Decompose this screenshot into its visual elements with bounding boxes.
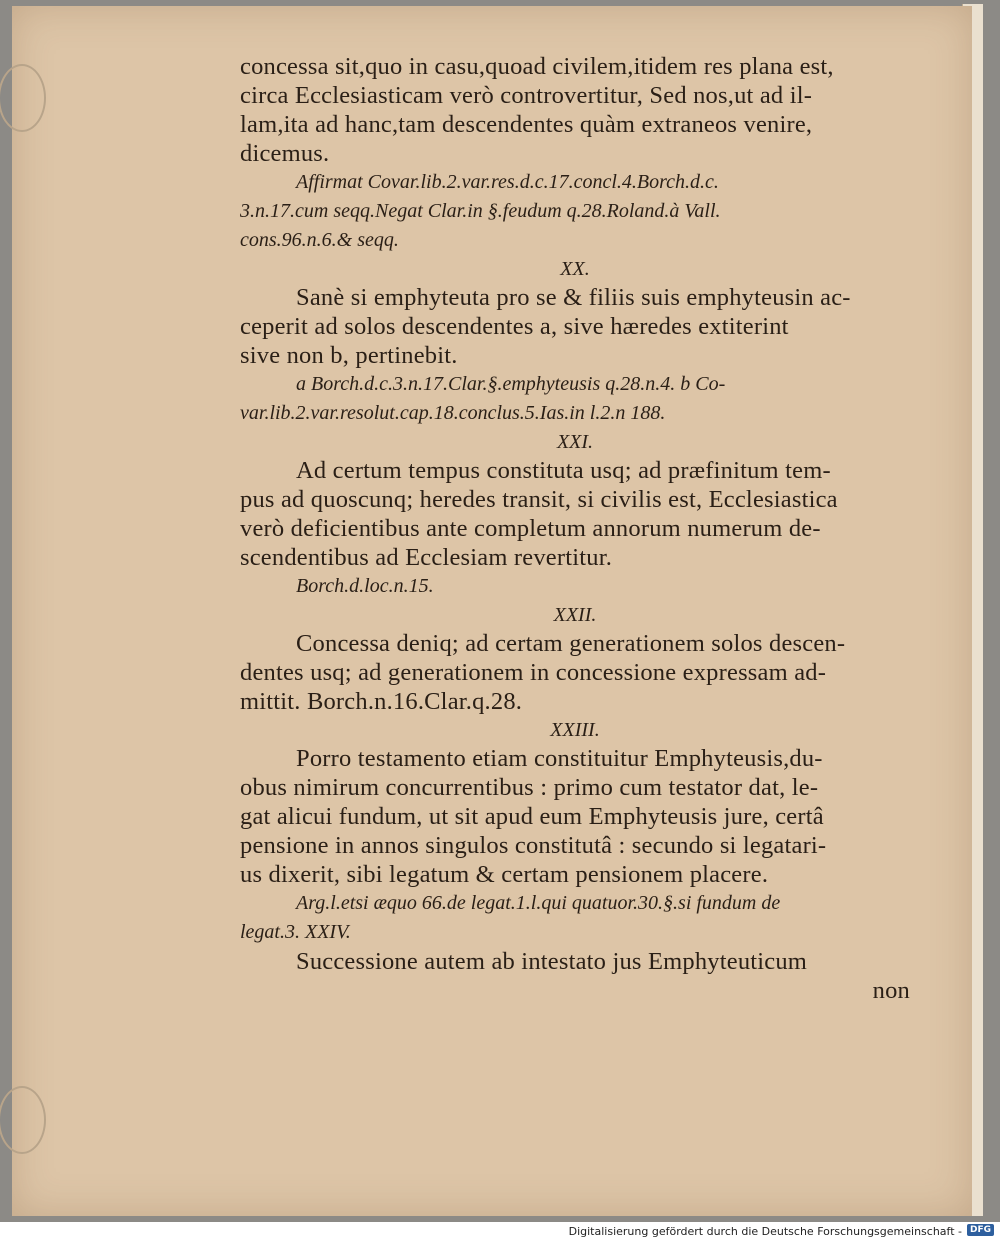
binding-hole-top	[0, 64, 46, 132]
text-line: scendentibus ad Ecclesiam revertitur.	[240, 544, 613, 571]
text-line: lam,ita ad hanc,tam descendentes quàm extraneos venire,	[240, 111, 813, 138]
section-heading: XXI.	[556, 431, 594, 453]
text-line: Successione autem ab intestato jus Emphyteuticum	[296, 948, 808, 975]
section-heading: XXII.	[553, 604, 597, 626]
citation-line: legat.3. XXIV.	[240, 921, 351, 943]
text-line: Ad certum tempus constituta usq; ad præfinitum tem-	[296, 457, 831, 484]
text-line: mittit. Borch.n.16.Clar.q.28.	[240, 688, 523, 715]
text-line: sive non b, pertinebit.	[240, 342, 458, 369]
citation-line: Affirmat Covar.lib.2.var.res.d.c.17.concl.4.Borch.d.c.	[296, 171, 719, 193]
funding-credit: Digitalisierung gefördert durch die Deutsche Forschungsgemeinschaft -	[568, 1225, 962, 1238]
text-line: us dixerit, sibi legatum & certam pensionem placere.	[240, 861, 769, 888]
citation-line: Borch.d.loc.n.15.	[296, 575, 434, 597]
text-line: circa Ecclesiasticam verò controvertitur, Sed nos,ut ad il-	[240, 82, 813, 109]
text-line: verò deficientibus ante completum annorum numerum de-	[240, 515, 821, 542]
citation-line: var.lib.2.var.resolut.cap.18.conclus.5.Ias.in l.2.n 188.	[240, 402, 666, 424]
section-heading: XX.	[560, 258, 590, 280]
text-line: dentes usq; ad generationem in concessione expressam ad-	[240, 659, 827, 686]
text-line: gat alicui fundum, ut sit apud eum Emphyteusis jure, certâ	[240, 803, 824, 830]
text-line: concessa sit,quo in casu,quoad civilem,itidem res plana est,	[240, 53, 834, 80]
text-line: dicemus.	[240, 140, 330, 167]
section-heading: XXIII.	[550, 719, 600, 741]
citation-line: cons.96.n.6.& seqq.	[240, 229, 399, 251]
text-line: Concessa deniq; ad certam generationem solos descen-	[296, 630, 846, 657]
text-line: Porro testamento etiam constituitur Emphyteusis,du-	[296, 745, 823, 772]
text-line: obus nimirum concurrentibus : primo cum testator dat, le-	[240, 774, 819, 801]
text-line: ceperit ad solos descendentes a, sive hæredes extiterint	[240, 313, 789, 340]
text-line: non	[872, 977, 910, 1004]
binding-hole-bottom	[0, 1086, 46, 1154]
dfg-logo: DFG	[967, 1224, 994, 1236]
text-line: pus ad quoscunq; heredes transit, si civilis est, Ecclesiastica	[240, 486, 838, 513]
citation-line: 3.n.17.cum seqq.Negat Clar.in §.feudum q.28.Roland.à Vall.	[240, 200, 721, 222]
text-line: Sanè si emphyteuta pro se & filiis suis emphyteusin ac-	[296, 284, 851, 311]
citation-line: Arg.l.etsi æquo 66.de legat.1.l.qui quatuor.30.§.si fundum de	[296, 892, 781, 914]
text-line: pensione in annos singulos constitutâ : secundo si legatari-	[240, 832, 827, 859]
page-text	[240, 52, 910, 1005]
citation-line: a Borch.d.c.3.n.17.Clar.§.emphyteusis q.28.n.4. b Co-	[296, 373, 726, 395]
